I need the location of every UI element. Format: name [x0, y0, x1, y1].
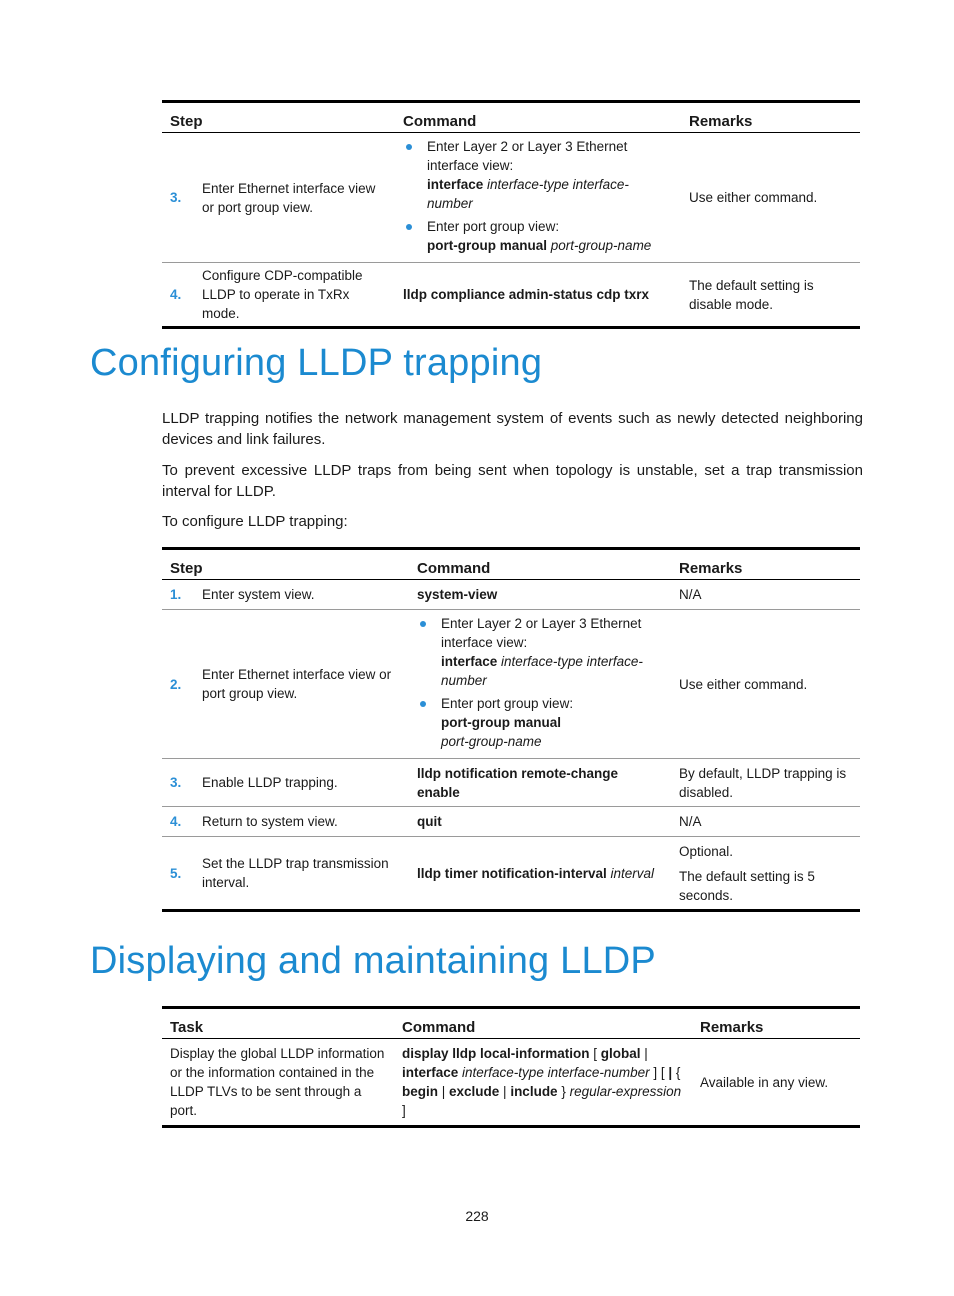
step-number: 5. — [170, 865, 182, 881]
command-argument: regular-expression — [569, 1084, 682, 1099]
command-argument: interval — [610, 865, 655, 881]
table-row — [162, 1039, 860, 1127]
remarks-cell: N/A — [671, 580, 860, 610]
command-list — [403, 137, 673, 255]
header-remarks: Remarks — [681, 102, 860, 133]
command-argument: interface-type interface-number — [427, 177, 629, 211]
display-commands-table — [162, 1006, 860, 1128]
command-keyword: begin — [402, 1084, 438, 1099]
header-task: Task — [162, 1008, 394, 1039]
task-description: Display the global LLDP information or the information contained in the LLDP TLVs to be sent through a port. — [162, 1039, 394, 1127]
header-command: Command — [409, 549, 671, 580]
table-row — [162, 837, 860, 911]
remarks-line: The default setting is 5 seconds. — [679, 868, 815, 903]
remarks-cell: The default setting is disable mode. — [681, 263, 860, 328]
table-row — [162, 263, 860, 328]
section-heading-displaying-lldp: Displaying and maintaining LLDP — [90, 940, 656, 982]
list-item: Enter port group view: port-group manual port-group-name — [417, 694, 663, 751]
command-keyword: | — [668, 1065, 673, 1080]
header-command: Command — [395, 102, 681, 133]
command-keyword: system-view — [409, 580, 671, 610]
table-header-row — [162, 1008, 860, 1039]
command-keyword: lldp compliance admin-status cdp txrx — [395, 263, 681, 328]
step-description: Enter system view. — [202, 587, 315, 602]
step-number: 4. — [170, 287, 182, 302]
header-remarks: Remarks — [671, 549, 860, 580]
step-number: 4. — [170, 814, 182, 829]
list-item: Enter Layer 2 or Layer 3 Ethernet interface view: interface interface-type interface-number — [403, 137, 673, 213]
command-argument: port-group-name — [441, 734, 542, 749]
command-list — [417, 614, 663, 751]
command-syntax: display lldp local-information [ global | interface interface-type interface-number ] [ | { begin | exclude | include } regular-expression ] — [394, 1039, 692, 1127]
remarks-cell: N/A — [671, 807, 860, 837]
command-argument: port-group-name — [550, 238, 652, 253]
command-argument: interface-type interface-number — [441, 654, 643, 688]
remarks-cell: Use either command. — [671, 610, 860, 759]
command-argument: interface-type interface-number — [458, 1065, 650, 1080]
paragraph: LLDP trapping notifies the network management system of events such as newly detected neighboring devices and link failures. — [162, 410, 863, 448]
command-keyword: port-group manual — [427, 238, 547, 253]
step-number: 2. — [170, 676, 182, 692]
table-header-row — [162, 549, 860, 580]
command-keyword: quit — [409, 807, 671, 837]
step-description: Enter Ethernet interface view or port group view. — [202, 667, 392, 701]
header-remarks: Remarks — [692, 1008, 860, 1039]
command-keyword: exclude — [449, 1084, 500, 1099]
step-number: 1. — [170, 587, 182, 602]
table-row — [162, 610, 860, 759]
table-row — [162, 133, 860, 263]
step-description: Set the LLDP trap transmission interval. — [202, 856, 389, 890]
section-heading-lldp-trapping: Configuring LLDP trapping — [90, 342, 543, 384]
command-keyword: include — [510, 1084, 558, 1099]
header-command: Command — [394, 1008, 692, 1039]
remarks-cell: Use either command. — [681, 133, 860, 263]
header-step: Step — [162, 102, 395, 133]
step-description: Configure CDP-compatible LLDP to operate in TxRx mode. — [202, 268, 363, 321]
table-row — [162, 580, 860, 610]
steps-table-cdp — [162, 100, 860, 329]
step-number: 3. — [170, 190, 182, 205]
table-header-row — [162, 102, 860, 133]
table-row — [162, 807, 860, 837]
command-keyword: interface — [441, 654, 498, 669]
command-keyword: interface — [427, 177, 484, 192]
list-item: Enter Layer 2 or Layer 3 Ethernet interface view: interface interface-type interface-number — [417, 614, 663, 690]
command-keyword: lldp timer notification-interval — [417, 865, 607, 881]
paragraph: To configure LLDP trapping: — [162, 513, 348, 530]
remarks-cell: By default, LLDP trapping is disabled. — [671, 759, 860, 807]
paragraph: To prevent excessive LLDP traps from being sent when topology is unstable, set a trap transmission interval for LLDP. — [162, 462, 863, 500]
step-number: 3. — [170, 775, 182, 790]
step-description: Enable LLDP trapping. — [202, 775, 338, 790]
step-description: Enter Ethernet interface view or port group view. — [202, 180, 376, 215]
table-row — [162, 759, 860, 807]
remarks-line: Optional. — [679, 843, 734, 859]
command-keyword: interface — [402, 1065, 459, 1080]
list-item: Enter port group view: port-group manual port-group-name — [403, 217, 673, 255]
step-description: Return to system view. — [202, 814, 338, 829]
header-step: Step — [162, 549, 409, 580]
page-number: 228 — [465, 1208, 489, 1224]
command-keyword: display lldp local-information — [402, 1046, 590, 1061]
command-keyword: lldp notification remote-change enable — [409, 759, 671, 807]
command-keyword: global — [600, 1046, 641, 1061]
steps-table-lldp-trapping — [162, 547, 860, 912]
remarks-cell: Available in any view. — [692, 1039, 860, 1127]
command-keyword: port-group manual — [441, 715, 561, 730]
